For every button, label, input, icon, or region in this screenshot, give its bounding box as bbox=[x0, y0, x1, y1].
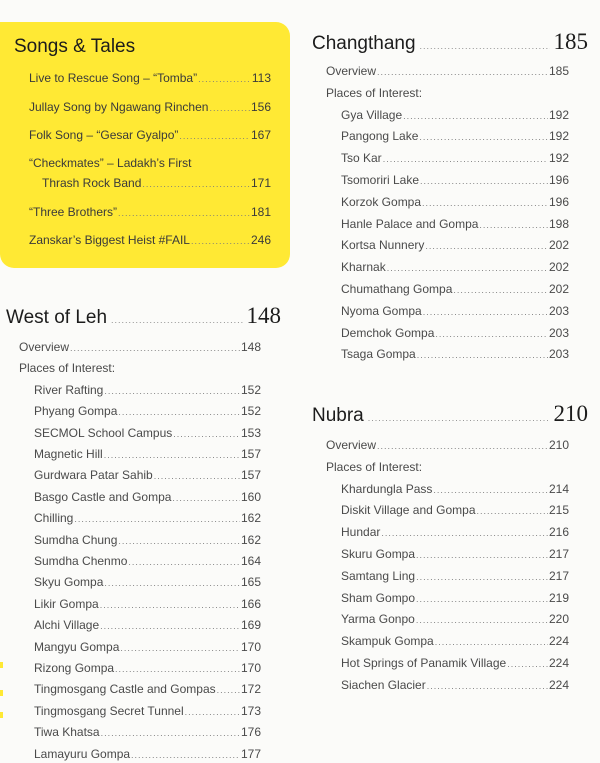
overview-entry[interactable] bbox=[326, 438, 569, 454]
section-heading-changthang[interactable] bbox=[312, 29, 588, 55]
entry-page-number: 152 bbox=[240, 382, 261, 397]
entry-page-number: 165 bbox=[240, 575, 261, 590]
entry-label: Tiwa Khatsa bbox=[34, 725, 100, 740]
song-label-line: Thrash Rock Band bbox=[42, 176, 142, 190]
place-entry[interactable] bbox=[341, 525, 569, 541]
entry-page-number: 224 bbox=[548, 656, 569, 670]
overview-entry[interactable] bbox=[326, 64, 569, 80]
entry-label: Sumdha Chenmo bbox=[34, 554, 128, 568]
place-entry[interactable] bbox=[341, 547, 569, 563]
place-entry[interactable] bbox=[34, 404, 261, 420]
place-entry[interactable] bbox=[341, 282, 569, 298]
entry-page-number: 148 bbox=[240, 340, 261, 354]
leader-dots bbox=[209, 103, 250, 113]
song-entry[interactable] bbox=[29, 205, 271, 219]
song-label-line: “Checkmates” – Ladakh’s First bbox=[29, 156, 192, 170]
entry-label: Kortsa Nunnery bbox=[341, 238, 425, 253]
entry-label: SECMOL School Campus bbox=[34, 425, 173, 440]
place-entry[interactable] bbox=[341, 347, 569, 363]
leader-dots bbox=[198, 74, 251, 84]
leader-dots bbox=[118, 208, 250, 218]
song-page-number: 181 bbox=[250, 205, 271, 219]
leader-dots bbox=[507, 659, 548, 669]
song-page-number: 246 bbox=[250, 233, 271, 247]
place-entry[interactable] bbox=[341, 260, 569, 276]
entry-label: Mangyu Gompa bbox=[34, 639, 120, 654]
leader-dots bbox=[425, 241, 548, 251]
entry-label: Yarma Gonpo bbox=[341, 612, 415, 627]
section-page-number: 210 bbox=[553, 401, 588, 426]
entry-page-number: 173 bbox=[240, 703, 261, 718]
place-entry[interactable] bbox=[34, 747, 261, 763]
leader-dots bbox=[154, 471, 240, 481]
entry-label: Skuru Gompa bbox=[341, 547, 416, 561]
leader-dots bbox=[142, 179, 250, 189]
place-entry[interactable] bbox=[341, 217, 569, 233]
entry-label: Sham Gompo bbox=[341, 590, 416, 605]
entry-page-number: 203 bbox=[548, 347, 569, 362]
entry-page-number: 202 bbox=[548, 238, 569, 253]
leader-dots bbox=[120, 643, 240, 653]
place-entry[interactable] bbox=[341, 195, 569, 211]
entry-page-number: 216 bbox=[548, 525, 569, 540]
places-of-interest-label: Places of Interest: bbox=[326, 459, 423, 474]
song-entry[interactable] bbox=[29, 233, 271, 247]
place-entry[interactable] bbox=[34, 704, 261, 720]
place-entry[interactable] bbox=[34, 618, 261, 634]
place-entry[interactable] bbox=[341, 482, 569, 498]
leader-dots bbox=[423, 307, 548, 317]
entry-label: Skampuk Gompa bbox=[341, 634, 434, 649]
entry-page-number: 220 bbox=[548, 612, 569, 627]
entry-page-number: 157 bbox=[240, 468, 261, 483]
section-title: Nubra bbox=[312, 405, 364, 426]
leader-dots bbox=[416, 550, 548, 560]
place-entry[interactable] bbox=[34, 575, 261, 591]
leader-dots bbox=[217, 685, 240, 695]
place-entry[interactable] bbox=[341, 108, 569, 124]
song-entry[interactable] bbox=[29, 100, 271, 114]
place-entry[interactable] bbox=[341, 129, 569, 145]
entry-page-number: 152 bbox=[240, 404, 261, 419]
song-page-number: 156 bbox=[250, 100, 271, 114]
song-label-line: Folk Song – “Gesar Gyalpo” bbox=[29, 128, 179, 142]
entry-page-number: 196 bbox=[548, 194, 569, 209]
leader-dots bbox=[427, 681, 548, 691]
entry-label: Basgo Castle and Gompa bbox=[34, 489, 172, 504]
entry-page-number: 170 bbox=[240, 639, 261, 654]
entry-page-number: 166 bbox=[240, 596, 261, 611]
leader-dots bbox=[111, 315, 242, 325]
leader-dots bbox=[435, 329, 548, 339]
entry-label: Gya Village bbox=[341, 107, 403, 122]
entry-label: Skyu Gompa bbox=[34, 575, 104, 590]
entry-label: Demchok Gompa bbox=[341, 325, 435, 340]
leader-dots bbox=[435, 637, 548, 647]
entry-page-number: 170 bbox=[240, 661, 261, 675]
entry-label: Hot Springs of Panamik Village bbox=[341, 656, 507, 670]
leader-dots bbox=[100, 621, 240, 631]
place-entry[interactable] bbox=[341, 173, 569, 189]
place-entry[interactable] bbox=[34, 511, 261, 527]
place-entry[interactable] bbox=[341, 569, 569, 585]
entry-label: Diskit Village and Gompa bbox=[341, 503, 476, 518]
entry-label: Kharnak bbox=[341, 260, 386, 275]
entry-page-number: 202 bbox=[548, 282, 569, 296]
entry-label: Hanle Palace and Gompa bbox=[341, 216, 479, 231]
page-edge-mark bbox=[0, 712, 3, 718]
leader-dots bbox=[420, 41, 550, 51]
place-entry[interactable] bbox=[34, 640, 261, 656]
entry-page-number: 162 bbox=[240, 511, 261, 526]
entry-page-number: 157 bbox=[240, 447, 261, 461]
place-entry[interactable] bbox=[34, 468, 261, 484]
entry-label: Overview bbox=[326, 438, 377, 452]
entry-label: Nyoma Gompa bbox=[341, 303, 422, 318]
entry-label: Chilling bbox=[34, 511, 74, 526]
entry-page-number: 217 bbox=[548, 547, 569, 561]
leader-dots bbox=[403, 111, 548, 121]
entry-page-number: 192 bbox=[548, 107, 569, 122]
place-entry[interactable] bbox=[34, 682, 261, 698]
page-edge-mark bbox=[0, 690, 3, 696]
leader-dots bbox=[416, 615, 548, 625]
entry-page-number: 214 bbox=[548, 481, 569, 496]
song-entry[interactable] bbox=[29, 71, 271, 85]
entry-label: Korzok Gompa bbox=[341, 194, 422, 209]
place-entry[interactable] bbox=[341, 503, 569, 519]
place-entry[interactable] bbox=[341, 678, 569, 694]
song-label-line: “Three Brothers” bbox=[29, 205, 118, 219]
leader-dots bbox=[131, 750, 240, 760]
leader-dots bbox=[185, 707, 240, 717]
song-page-number: 167 bbox=[250, 128, 271, 142]
entry-label: Chumathang Gompa bbox=[341, 282, 453, 296]
leader-dots bbox=[104, 386, 240, 396]
song-page-number: 113 bbox=[251, 71, 271, 85]
leader-dots bbox=[420, 176, 548, 186]
entry-page-number: 160 bbox=[240, 489, 261, 504]
entry-page-number: 172 bbox=[240, 682, 261, 697]
leader-dots bbox=[433, 485, 548, 495]
entry-page-number: 203 bbox=[548, 325, 569, 340]
places-of-interest-label: Places of Interest: bbox=[326, 85, 423, 100]
leader-dots bbox=[70, 343, 240, 353]
leader-dots bbox=[74, 514, 240, 524]
section-title: West of Leh bbox=[6, 307, 108, 328]
entry-label: Gurdwara Patar Sahib bbox=[34, 468, 153, 483]
leader-dots bbox=[115, 664, 240, 674]
entry-page-number: 153 bbox=[240, 425, 261, 440]
entry-page-number: 162 bbox=[240, 532, 261, 547]
overview-entry[interactable] bbox=[19, 340, 261, 356]
place-entry[interactable] bbox=[341, 656, 569, 672]
entry-label: Tsaga Gompa bbox=[341, 347, 416, 362]
leader-dots bbox=[128, 557, 240, 567]
entry-label: Overview bbox=[326, 64, 377, 78]
leader-dots bbox=[416, 572, 548, 582]
leader-dots bbox=[118, 407, 240, 417]
places-of-interest-label: Places of Interest: bbox=[19, 361, 116, 376]
entry-label: Tingmosgang Castle and Gompas bbox=[34, 682, 216, 697]
place-entry[interactable] bbox=[34, 725, 261, 741]
place-entry[interactable] bbox=[34, 533, 261, 549]
place-entry[interactable] bbox=[341, 326, 569, 342]
leader-dots bbox=[104, 450, 240, 460]
entry-label: Samtang Ling bbox=[341, 568, 416, 583]
leader-dots bbox=[377, 67, 548, 77]
section-title: Changthang bbox=[312, 33, 416, 54]
leader-dots bbox=[422, 198, 548, 208]
entry-page-number: 215 bbox=[548, 503, 569, 518]
entry-label: Magnetic Hill bbox=[34, 447, 103, 461]
entry-page-number: 202 bbox=[548, 260, 569, 275]
place-entry[interactable] bbox=[34, 426, 261, 442]
section-page-number: 185 bbox=[553, 29, 588, 54]
song-label-line: Live to Rescue Song – “Tomba” bbox=[29, 71, 198, 85]
entry-label: Lamayuru Gompa bbox=[34, 746, 131, 761]
leader-dots bbox=[479, 220, 548, 230]
song-page-number: 171 bbox=[250, 176, 271, 190]
entry-page-number: 198 bbox=[548, 216, 569, 231]
song-label-line: Jullay Song by Ngawang Rinchen bbox=[29, 100, 209, 114]
leader-dots bbox=[173, 429, 240, 439]
place-entry[interactable] bbox=[341, 238, 569, 254]
place-entry[interactable] bbox=[34, 490, 261, 506]
entry-page-number: 224 bbox=[548, 634, 569, 649]
entry-label: Likir Gompa bbox=[34, 596, 99, 611]
entry-label: Overview bbox=[19, 340, 70, 354]
leader-dots bbox=[368, 413, 550, 423]
leader-dots bbox=[377, 441, 548, 451]
entry-page-number: 224 bbox=[548, 677, 569, 692]
place-entry[interactable] bbox=[34, 447, 261, 463]
entry-label: Phyang Gompa bbox=[34, 404, 118, 419]
section-page-number: 148 bbox=[246, 303, 281, 328]
entry-page-number: 219 bbox=[548, 590, 569, 605]
song-label-line: Zanskar’s Biggest Heist #FAIL bbox=[29, 233, 190, 247]
entry-label: Tsomoriri Lake bbox=[341, 173, 420, 187]
leader-dots bbox=[387, 263, 548, 273]
entry-label: Tingmosgang Secret Tunnel bbox=[34, 703, 184, 718]
place-entry[interactable] bbox=[34, 661, 261, 677]
leader-dots bbox=[453, 285, 548, 295]
leader-dots bbox=[118, 536, 240, 546]
leader-dots bbox=[419, 132, 548, 142]
entry-page-number: 169 bbox=[240, 618, 261, 633]
song-entry[interactable] bbox=[29, 128, 271, 142]
leader-dots bbox=[179, 131, 250, 141]
leader-dots bbox=[381, 528, 548, 538]
song-entry[interactable] bbox=[29, 156, 271, 190]
entry-page-number: 203 bbox=[548, 303, 569, 318]
leader-dots bbox=[101, 728, 240, 738]
entry-label: Tso Kar bbox=[341, 151, 382, 166]
songs-and-tales-box bbox=[0, 22, 290, 268]
entry-label: Pangong Lake bbox=[341, 129, 419, 144]
entry-label: Sumdha Chung bbox=[34, 532, 118, 547]
place-entry[interactable] bbox=[341, 612, 569, 628]
entry-label: Khardungla Pass bbox=[341, 481, 433, 496]
entry-page-number: 217 bbox=[548, 568, 569, 583]
section-heading-nubra[interactable] bbox=[312, 401, 588, 427]
entry-page-number: 164 bbox=[240, 554, 261, 568]
entry-page-number: 192 bbox=[548, 151, 569, 166]
section-heading-west-of-leh[interactable] bbox=[6, 303, 281, 329]
leader-dots bbox=[416, 594, 548, 604]
leader-dots bbox=[477, 506, 548, 516]
leader-dots bbox=[172, 493, 240, 503]
leader-dots bbox=[383, 154, 548, 164]
page-edge-mark bbox=[0, 662, 3, 668]
leader-dots bbox=[100, 600, 240, 610]
entry-page-number: 177 bbox=[240, 746, 261, 761]
leader-dots bbox=[191, 236, 250, 246]
place-entry[interactable] bbox=[341, 591, 569, 607]
entry-page-number: 176 bbox=[240, 725, 261, 740]
entry-label: Hundar bbox=[341, 525, 381, 540]
place-entry[interactable] bbox=[34, 597, 261, 613]
entry-page-number: 192 bbox=[548, 129, 569, 144]
entry-label: River Rafting bbox=[34, 382, 104, 397]
leader-dots bbox=[104, 578, 240, 588]
entry-page-number: 196 bbox=[548, 173, 569, 187]
place-entry[interactable] bbox=[34, 383, 261, 399]
entry-page-number: 210 bbox=[548, 438, 569, 452]
songs-and-tales-title: Songs & Tales bbox=[14, 36, 136, 57]
place-entry[interactable] bbox=[341, 634, 569, 650]
entry-label: Alchi Village bbox=[34, 618, 100, 633]
entry-page-number: 185 bbox=[548, 64, 569, 78]
place-entry[interactable] bbox=[34, 554, 261, 570]
entry-label: Siachen Glacier bbox=[341, 677, 426, 692]
place-entry[interactable] bbox=[341, 304, 569, 320]
place-entry[interactable] bbox=[341, 151, 569, 167]
leader-dots bbox=[417, 350, 548, 360]
entry-label: Rizong Gompa bbox=[34, 661, 115, 675]
